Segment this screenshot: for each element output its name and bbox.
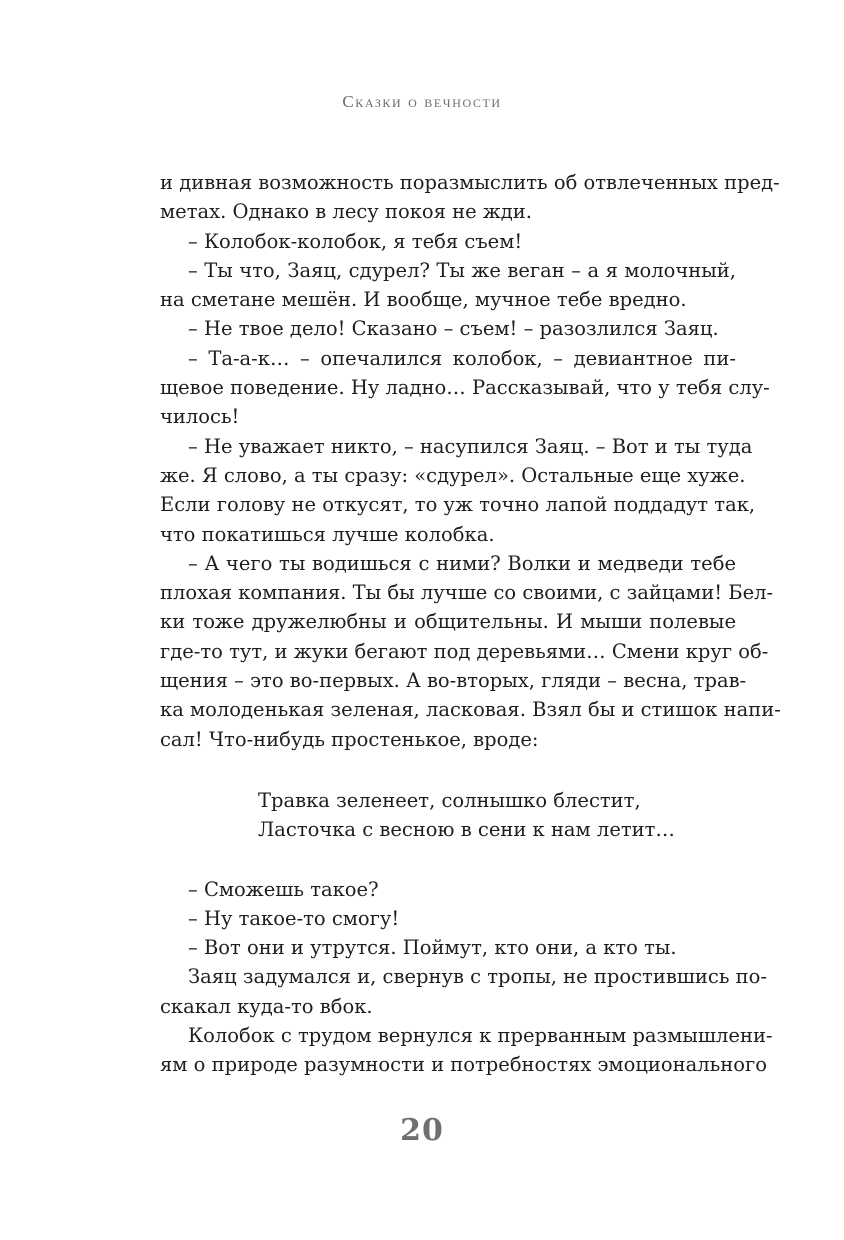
text-line: – Ну такое-то смогу!	[188, 906, 400, 930]
text-line: – Не твое дело! Сказано – съем! – разозлился Заяц.	[188, 317, 719, 341]
text-line: – А чего ты водишься с ними? Волки и медведи тебе	[188, 551, 736, 575]
text-line: ям о природе разумности и потребностях эмоционального	[160, 1053, 767, 1077]
text-line: Заяц задумался и, свернув с тропы, не простившись по-	[188, 965, 767, 989]
text-line: – Сможешь такое?	[188, 877, 379, 901]
page-number: 20	[400, 1113, 444, 1148]
verse-quote	[160, 786, 736, 845]
running-head: Сказки о вечности	[342, 92, 502, 111]
text-line: Если голову не откусят, то уж точно лапой поддадут так,	[160, 493, 756, 517]
text-line: щения – это во-первых. А во-вторых, гляди – весна, трав-	[160, 669, 747, 693]
text-line: метах. Однако в лесу покоя не жди.	[160, 200, 532, 224]
text-line: сал! Что-нибудь простенькое, вроде:	[160, 727, 539, 751]
text-line: ка молоденькая зеленая, ласковая. Взял бы и стишок напи-	[160, 698, 781, 722]
text-line: скакал куда-то вбок.	[160, 994, 373, 1018]
text-line: чилось!	[160, 405, 240, 429]
text-line: что покатишься лучше колобка.	[160, 522, 495, 546]
text-line: – Не уважает никто, – насупился Заяц. – Вот и ты туда	[188, 434, 753, 458]
text-line: – Ты что, Заяц, сдурел? Ты же веган – а я молочный,	[188, 258, 736, 282]
text-line: – Колобок-колобок, я тебя съем!	[188, 229, 523, 253]
text-line: – Та-а-к… – опечалился колобок, – девиантное пи-	[188, 346, 736, 370]
verse-line: Травка зеленеет, солнышко блестит,	[258, 788, 641, 812]
text-line: плохая компания. Ты бы лучше со своими, с зайцами! Бел-	[160, 581, 774, 605]
main-text	[160, 168, 781, 1080]
text-line: и дивная возможность поразмыслить об отвлеченных пред-	[160, 171, 780, 194]
text-line: на сметане мешён. И вообще, мучное тебе вредно.	[160, 288, 687, 312]
text-line: ки тоже дружелюбны и общительны. И мыши полевые	[160, 610, 736, 634]
text-line: – Вот они и утрутся. Поймут, кто они, а кто ты.	[188, 936, 677, 960]
verse-line: Ласточка с весною в сени к нам летит…	[258, 818, 675, 842]
text-line: где-то тут, и жуки бегают под деревьями… Смени круг об-	[160, 639, 769, 663]
text-line: же. Я слово, а ты сразу: «сдурел». Остальные еще хуже.	[160, 463, 746, 487]
text-line: щевое поведение. Ну ладно… Рассказывай, что у тебя слу-	[160, 376, 770, 400]
text-line: Колобок с трудом вернулся к прерванным размышлени-	[188, 1024, 773, 1048]
